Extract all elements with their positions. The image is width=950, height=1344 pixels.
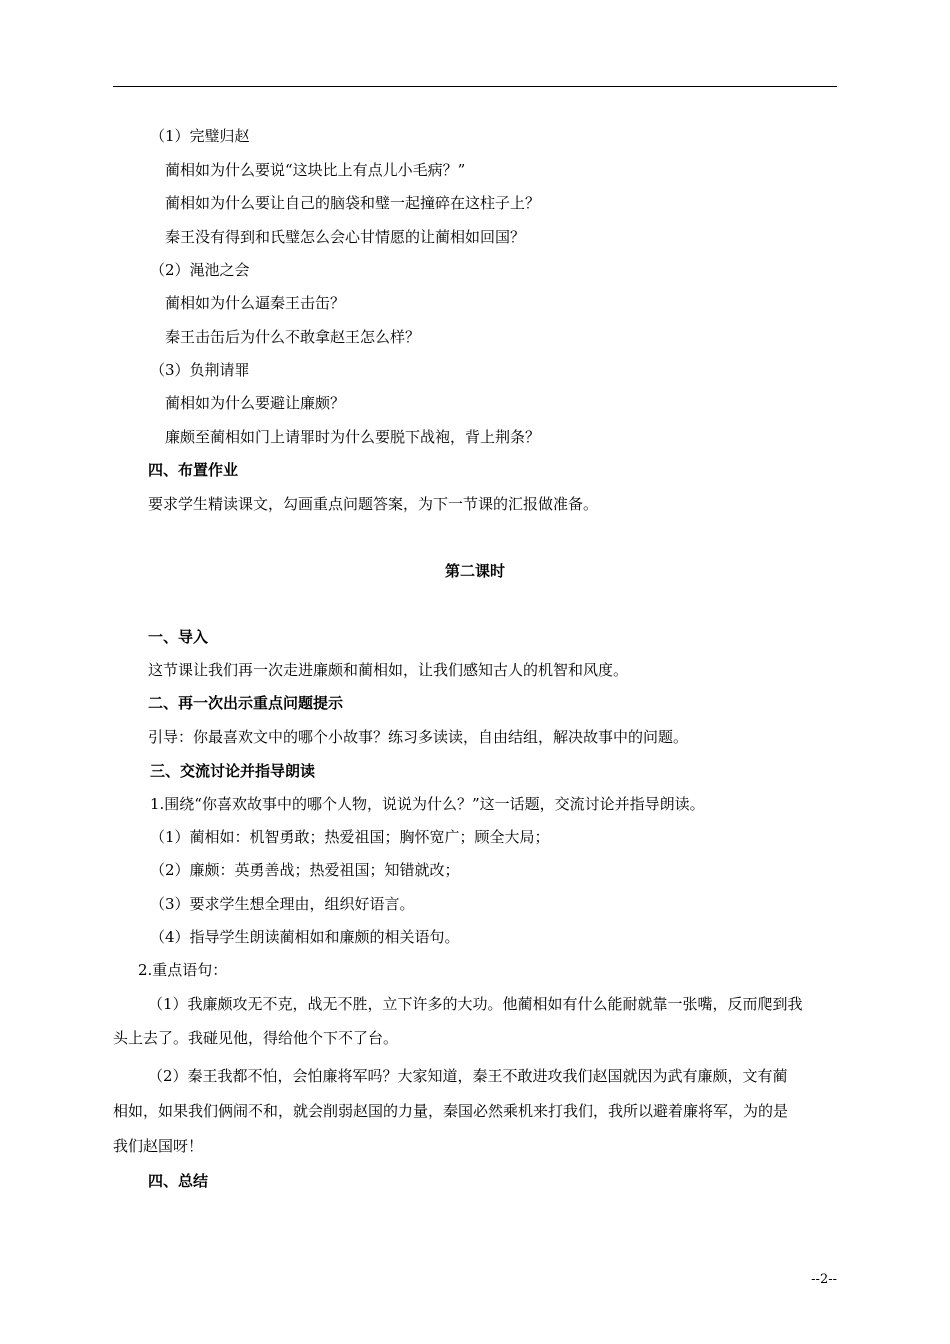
heading-intro: 一、导入	[148, 628, 209, 646]
question-line: 蔺相如为什么要避让廉颇？	[165, 394, 346, 412]
question-line: 秦王击缶后为什么不敢拿赵王怎么样？	[165, 328, 421, 346]
heading-summary: 四、总结	[148, 1172, 209, 1190]
homework-text: 要求学生精读课文，勾画重点问题答案，为下一节课的汇报做准备。	[148, 495, 599, 513]
section-apology: （3）负荆请罪	[150, 361, 250, 379]
section-mianchi: （2）渑池之会	[150, 261, 250, 279]
key-sentences-label: 2.重点语句：	[138, 961, 228, 979]
question-line: 蔺相如为什么要让自己的脑袋和璧一起撞碎在这柱子上？	[165, 194, 541, 212]
quote-2-line-1: （2）秦王我都不怕，会怕廉将军吗？大家知道，秦王不敢进攻我们赵国就因为武有廉颇，文有蔺	[148, 1067, 788, 1085]
question-line: 秦王没有得到和氏璧怎么会心甘情愿的让蔺相如回国？	[165, 228, 526, 246]
quote-2-line-3: 我们赵国呀！	[113, 1137, 204, 1155]
question-line: 蔺相如为什么逼秦王击缶？	[165, 294, 346, 312]
quote-1-line-2: 头上去了。我碰见他，得给他个下不了台。	[113, 1029, 399, 1047]
discussion-text: 1.围绕“你喜欢故事中的哪个人物，说说为什么？”这一话题，交流讨论并指导朗读。	[150, 795, 705, 813]
header-rule	[113, 86, 837, 87]
intro-text: 这节课让我们再一次走进廉颇和蔺相如，让我们感知古人的机智和风度。	[148, 661, 629, 679]
list-item: （1）蔺相如：机智勇敢；热爱祖国；胸怀宽广；顾全大局；	[150, 828, 550, 846]
heading-key-questions: 二、再一次出示重点问题提示	[148, 694, 344, 712]
lesson-title: 第二课时	[444, 562, 505, 580]
list-item: （3）要求学生想全理由，组织好语言。	[150, 895, 415, 913]
key-questions-text: 引导：你最喜欢文中的哪个小故事？练习多读读，自由结组，解决故事中的问题。	[148, 728, 689, 746]
question-line: 廉颇至蔺相如门上请罪时为什么要脱下战袍，背上荆条？	[165, 428, 541, 446]
section-complete-jade: （1）完璧归赵	[150, 127, 250, 145]
list-item: （4）指导学生朗读蔺相如和廉颇的相关语句。	[150, 928, 460, 946]
page-number: --2--	[811, 1272, 837, 1287]
quote-2-line-2: 相如，如果我们俩闹不和，就会削弱赵国的力量，秦国必然乘机来打我们，我所以避着廉将军，为的是	[113, 1102, 789, 1120]
quote-1-line-1: （1）我廉颇攻无不克，战无不胜，立下许多的大功。他蔺相如有什么能耐就靠一张嘴，反而爬到我	[148, 995, 803, 1013]
heading-discussion: 三、交流讨论并指导朗读	[150, 762, 316, 780]
heading-homework: 四、布置作业	[148, 461, 239, 479]
question-line: 蔺相如为什么要说“这块比上有点儿小毛病？”	[165, 161, 466, 179]
list-item: （2）廉颇：英勇善战；热爱祖国；知错就改；	[150, 861, 460, 879]
